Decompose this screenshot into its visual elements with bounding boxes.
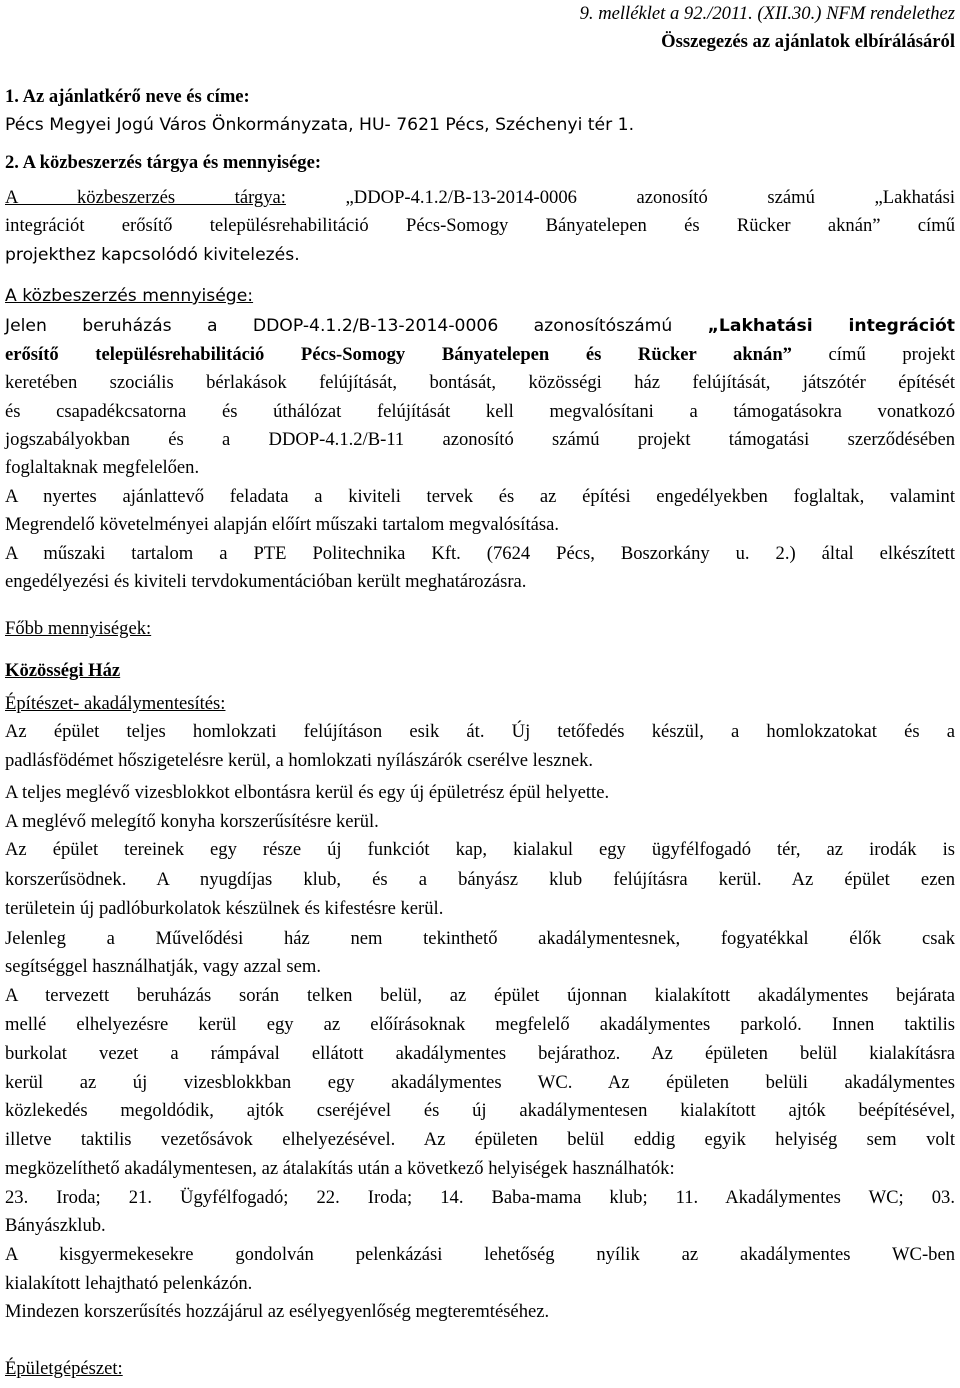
ch-line-9: segítséggel használhatják, vagy azzal sem.	[5, 956, 321, 977]
ch-line-19: A kisgyermekesekre gondolván pelenkázási lehetőség nyílik az akadálymentes WC-ben	[5, 1244, 955, 1265]
ch-line-18: Bányászklub.	[5, 1215, 106, 1236]
body-p1-line-4: és csapadékcsatorna és úthálózat felújítását kell megvalósítani a támogatásokra vonatkozó	[5, 401, 955, 422]
annex-reference: 9. melléklet a 92./2011. (XII.30.) NFM rendelethez	[579, 3, 955, 24]
section-2-heading: 2. A közbeszerzés tárgya és mennyisége:	[5, 152, 322, 173]
body-p1-line-5: jogszabályokban és a DDOP-4.1.2/B-11 azonosító számú projekt támogatási szerződésében	[5, 429, 955, 450]
ch-line-8: Jelenleg a Művelődési ház nem tekinthető akadálymentesnek, fogyatékkal élők csak	[5, 928, 955, 949]
ch-line-3: A teljes meglévő vizesblokkot elbontásra kerül és egy új épületrész épül helyette.	[5, 782, 610, 803]
ch-line-13: kerül az új vizesblokkban egy akadálymentes WC. Az épületen belüli akadálymentes	[5, 1072, 955, 1093]
procurement-subject-line-2: integrációt erősítő településrehabilitáció Pécs-Somogy Bányatelepen és Rücker aknán” című	[5, 215, 955, 236]
subject-label: A közbeszerzés tárgya:	[5, 187, 286, 208]
body-p1-line-2: erősítő településrehabilitáció Pécs-Somogy Bányatelepen és Rücker aknán” című projekt	[5, 344, 955, 365]
community-house-heading: Közösségi Ház	[5, 660, 121, 681]
ch-line-15: illetve taktilis vezetősávok elhelyezésével. Az épületen belül eddig egyik helyiség sem volt	[5, 1129, 955, 1150]
contracting-authority: Pécs Megyei Jogú Város Önkormányzata, HU- 7621 Pécs, Széchenyi tér 1.	[5, 115, 635, 135]
section-1-heading: 1. Az ajánlatkérő neve és címe:	[5, 86, 250, 107]
document-title: Összegezés az ajánlatok elbírálásáról	[661, 31, 955, 52]
body-p1-line-6: foglaltaknak megfelelően.	[5, 457, 200, 478]
ch-line-10: A tervezett beruházás során telken belül, az épület újonnan kialakított akadálymentes bejárata	[5, 985, 955, 1006]
building-mechanical-heading: Épületgépészet:	[5, 1358, 123, 1379]
ch-line-6: korszerűsödnek. A nyugdíjas klub, és a bányász klub felújításra kerül. Az épület ezen	[5, 869, 955, 890]
ch-line-12: burkolat vezet a rámpával ellátott akadálymentes bejárathoz. Az épületen belül kialakításra	[5, 1043, 955, 1064]
main-quantities-heading: Főbb mennyiségek:	[5, 618, 152, 639]
body-p1-line-3: keretében szociális bérlakások felújítását, bontását, közösségi ház felújítását, játszótér építését	[5, 372, 955, 393]
ch-line-11: mellé elhelyezésre kerül egy az előírásoknak megfelelő akadálymentes parkoló. Innen taktilis	[5, 1014, 955, 1035]
ch-line-5: Az épület tereinek egy része új funkciót kap, kialakul egy ügyfélfogadó tér, az irodák is	[5, 839, 955, 860]
body-p3-line-1: A műszaki tartalom a PTE Politechnika Kft. (7624 Pécs, Boszorkány u. 2.) által elkészített	[5, 543, 955, 564]
body-p3-line-2: engedélyezési és kiviteli tervdokumentációban került meghatározásra.	[5, 571, 527, 592]
ch-line-16: megközelíthető akadálymentesen, az átalakítás után a következő helyiségek használhatók:	[5, 1158, 675, 1179]
body-p1-line-1: Jelen beruházás a DDOP-4.1.2/B-13-2014-0006 azonosítószámú „Lakhatási integrációt	[5, 316, 956, 336]
ch-line-2: padlásfödémet hőszigetelésre kerül, a homlokzati nyílászárók cserélve lesznek.	[5, 750, 594, 771]
procurement-subject-line-1: A közbeszerzés tárgya: „DDOP-4.1.2/B-13-2014-0006 azonosító számú „Lakhatási	[5, 187, 955, 208]
body-p2-line-1: A nyertes ajánlattevő feladata a kiviteli tervek és az építési engedélyekben foglaltak, valamint	[5, 486, 955, 507]
ch-line-7: területein új padlóburkolatok készülnek és kifestésre kerül.	[5, 898, 444, 919]
procurement-subject-line-3: projekthez kapcsolódó kivitelezés.	[5, 245, 300, 265]
ch-line-21: Mindezen korszerűsítés hozzájárul az esélyegyenlőség megteremtéséhez.	[5, 1301, 550, 1322]
ch-line-1: Az épület teljes homlokzati felújításon esik át. Új tetőfedés készül, a homlokzatokat és a	[5, 721, 955, 742]
ch-line-14: közlekedés megoldódik, ajtók cseréjével és új akadálymentesen kialakított ajtók beépítésével,	[5, 1100, 955, 1121]
ch-line-17: 23. Iroda; 21. Ügyfélfogadó; 22. Iroda; 14. Baba-mama klub; 11. Akadálymentes WC; 03.	[5, 1187, 955, 1208]
quantity-label: A közbeszerzés mennyisége:	[5, 286, 254, 306]
architecture-heading: Építészet- akadálymentesítés:	[5, 693, 226, 714]
body-p2-line-2: Megrendelő követelményei alapján előírt műszaki tartalom megvalósítása.	[5, 514, 560, 535]
ch-line-20: kialakított lehajtható pelenkázón.	[5, 1273, 253, 1294]
ch-line-4: A meglévő melegítő konyha korszerűsítésre kerül.	[5, 811, 379, 832]
